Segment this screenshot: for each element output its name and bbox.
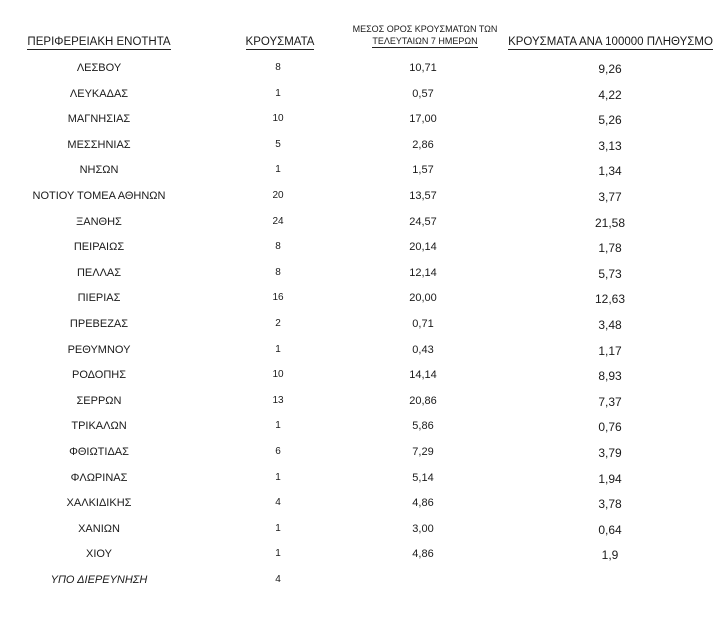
avg-cell: 12,14 xyxy=(409,266,437,279)
cases-cell: 13 xyxy=(272,394,284,406)
avg-cell: 2,86 xyxy=(412,138,434,151)
region-cell: ΥΠΟ ΔΙΕΡΕΥΝΗΣΗ xyxy=(50,573,148,586)
per-100k-cell: 1,94 xyxy=(598,471,622,486)
table-row xyxy=(0,107,713,133)
cases-cell: 10 xyxy=(272,369,284,381)
cases-cell: 1 xyxy=(275,471,281,483)
avg-cell: 0,43 xyxy=(412,343,434,356)
table-row xyxy=(0,363,713,389)
cases-cell: 6 xyxy=(275,445,281,457)
region-cell: ΤΡΙΚΑΛΩΝ xyxy=(71,420,127,433)
per-100k-cell: 7,37 xyxy=(598,394,622,409)
region-cell: ΡΕΘΥΜΝΟΥ xyxy=(67,343,131,356)
table-row xyxy=(0,133,713,159)
per-100k-cell: 1,78 xyxy=(598,241,622,256)
per-100k-cell: 1,9 xyxy=(601,548,619,563)
per-100k-cell: 0,64 xyxy=(598,522,622,537)
per-100k-cell: 0,76 xyxy=(598,420,622,435)
region-cell: ΡΟΔΟΠΗΣ xyxy=(71,369,127,382)
avg-cell: 24,57 xyxy=(409,215,437,228)
cases-cell: 1 xyxy=(275,87,281,99)
avg-cell: 4,86 xyxy=(412,548,434,561)
table-row xyxy=(0,158,713,184)
avg-cell: 20,14 xyxy=(409,241,437,254)
region-cell: ΜΕΣΣΗΝΙΑΣ xyxy=(67,138,131,151)
avg-cell: 20,86 xyxy=(409,394,437,407)
per-100k-cell: 1,17 xyxy=(598,343,622,358)
per-100k-cell: 8,93 xyxy=(598,369,622,384)
region-cell: ΠΡΕΒΕΖΑΣ xyxy=(69,317,129,330)
region-cell: ΜΑΓΝΗΣΙΑΣ xyxy=(67,113,131,126)
region-cell: ΝΟΤΙΟΥ ΤΟΜΕΑ ΑΘΗΝΩΝ xyxy=(32,189,166,202)
cases-cell: 1 xyxy=(275,548,281,560)
avg-cell: 3,00 xyxy=(412,522,434,535)
table-row xyxy=(0,82,713,108)
per-100k-cell: 12,63 xyxy=(594,292,626,307)
cases-cell: 24 xyxy=(272,215,284,227)
table-row xyxy=(0,235,713,261)
region-cell: ΦΛΩΡΙΝΑΣ xyxy=(70,471,128,484)
cases-cell: 1 xyxy=(275,420,281,432)
avg-cell: 5,86 xyxy=(412,420,434,433)
table-row xyxy=(0,286,713,312)
per-100k-cell: 1,34 xyxy=(598,164,622,179)
header-cases xyxy=(242,37,318,48)
table-row xyxy=(0,389,713,415)
region-cell: ΧΑΛΚΙΔΙΚΗΣ xyxy=(66,497,132,510)
table-row xyxy=(0,440,713,466)
cases-cell: 10 xyxy=(272,113,284,125)
per-100k-cell: 4,22 xyxy=(598,87,622,102)
table-row xyxy=(0,542,713,568)
cases-cell: 8 xyxy=(275,62,281,73)
table-body xyxy=(0,56,713,593)
header-region xyxy=(10,37,188,48)
cases-cell: 2 xyxy=(275,317,281,329)
region-cell: ΧΙΟΥ xyxy=(86,548,112,561)
cases-cell: 1 xyxy=(275,343,281,355)
table-row xyxy=(0,56,713,82)
avg-cell: 17,00 xyxy=(409,113,437,126)
table-row xyxy=(0,312,713,338)
cases-cell: 8 xyxy=(275,241,281,253)
cases-cell: 1 xyxy=(275,522,281,534)
header-cases-label: ΚΡΟΥΣΜΑΤΑ xyxy=(245,36,315,48)
cases-cell: 16 xyxy=(272,292,284,304)
table-row xyxy=(0,184,713,210)
header-region-label: ΠΕΡΙΦΕΡΕΙΑΚΗ ΕΝΟΤΗΤΑ xyxy=(27,36,171,48)
header-per-100k xyxy=(508,37,713,48)
region-cell: ΞΑΝΘΗΣ xyxy=(76,215,122,228)
per-100k-cell: 3,77 xyxy=(598,189,622,204)
region-cell: ΣΕΡΡΩΝ xyxy=(76,394,122,407)
table-row xyxy=(0,568,713,594)
avg-cell: 10,71 xyxy=(409,62,437,74)
avg-cell: 20,00 xyxy=(409,292,437,305)
avg-cell: 14,14 xyxy=(409,369,437,382)
cases-cell: 20 xyxy=(272,189,284,201)
cases-cell: 5 xyxy=(275,138,281,150)
region-cell: ΧΑΝΙΩΝ xyxy=(78,522,120,535)
cases-cell: 4 xyxy=(275,573,281,585)
per-100k-cell: 3,78 xyxy=(598,497,622,512)
region-cell: ΛΕΥΚΑΔΑΣ xyxy=(69,87,129,100)
cases-cell: 1 xyxy=(275,164,281,176)
header-per-100k-label: ΚΡΟΥΣΜΑΤΑ ΑΝΑ 100000 ΠΛΗΘΥΣΜΟ xyxy=(508,36,713,48)
avg-cell: 4,86 xyxy=(412,497,434,510)
per-100k-cell: 3,13 xyxy=(598,138,622,153)
region-cell: ΛΕΣΒΟΥ xyxy=(76,62,122,74)
table-row xyxy=(0,414,713,440)
region-cell: ΠΙΕΡΙΑΣ xyxy=(77,292,121,305)
region-cell: ΝΗΣΩΝ xyxy=(79,164,119,177)
per-100k-cell: 21,58 xyxy=(594,215,626,230)
per-100k-cell: 3,79 xyxy=(598,445,622,460)
table-row xyxy=(0,466,713,492)
avg-cell: 1,57 xyxy=(412,164,434,177)
table-row xyxy=(0,338,713,364)
per-100k-cell: 3,48 xyxy=(598,317,622,332)
per-100k-cell: 9,26 xyxy=(598,62,622,76)
region-cell: ΦΘΙΩΤΙΔΑΣ xyxy=(69,445,129,458)
avg-cell: 13,57 xyxy=(409,189,437,202)
per-100k-cell: 5,73 xyxy=(598,266,622,281)
avg-cell: 0,71 xyxy=(412,317,434,330)
table-row xyxy=(0,491,713,517)
table-row xyxy=(0,210,713,236)
header-avg-line1: ΜΕΣΟΣ ΟΡΟΣ ΚΡΟΥΣΜΑΤΩΝ ΤΩΝ xyxy=(352,24,498,34)
cases-cell: 4 xyxy=(275,497,281,509)
table-row xyxy=(0,517,713,543)
region-cell: ΠΕΙΡΑΙΩΣ xyxy=(73,241,125,254)
region-cell: ΠΕΛΛΑΣ xyxy=(76,266,122,279)
cases-cell: 8 xyxy=(275,266,281,278)
per-100k-cell: 5,26 xyxy=(598,113,622,128)
header-7day-average xyxy=(342,23,508,47)
header-avg-line2: ΤΕΛΕΥΤΑΙΩΝ 7 ΗΜΕΡΩΝ xyxy=(372,36,478,46)
table-row xyxy=(0,261,713,287)
avg-cell: 0,57 xyxy=(412,87,434,100)
avg-cell: 7,29 xyxy=(412,445,434,458)
avg-cell: 5,14 xyxy=(412,471,434,484)
